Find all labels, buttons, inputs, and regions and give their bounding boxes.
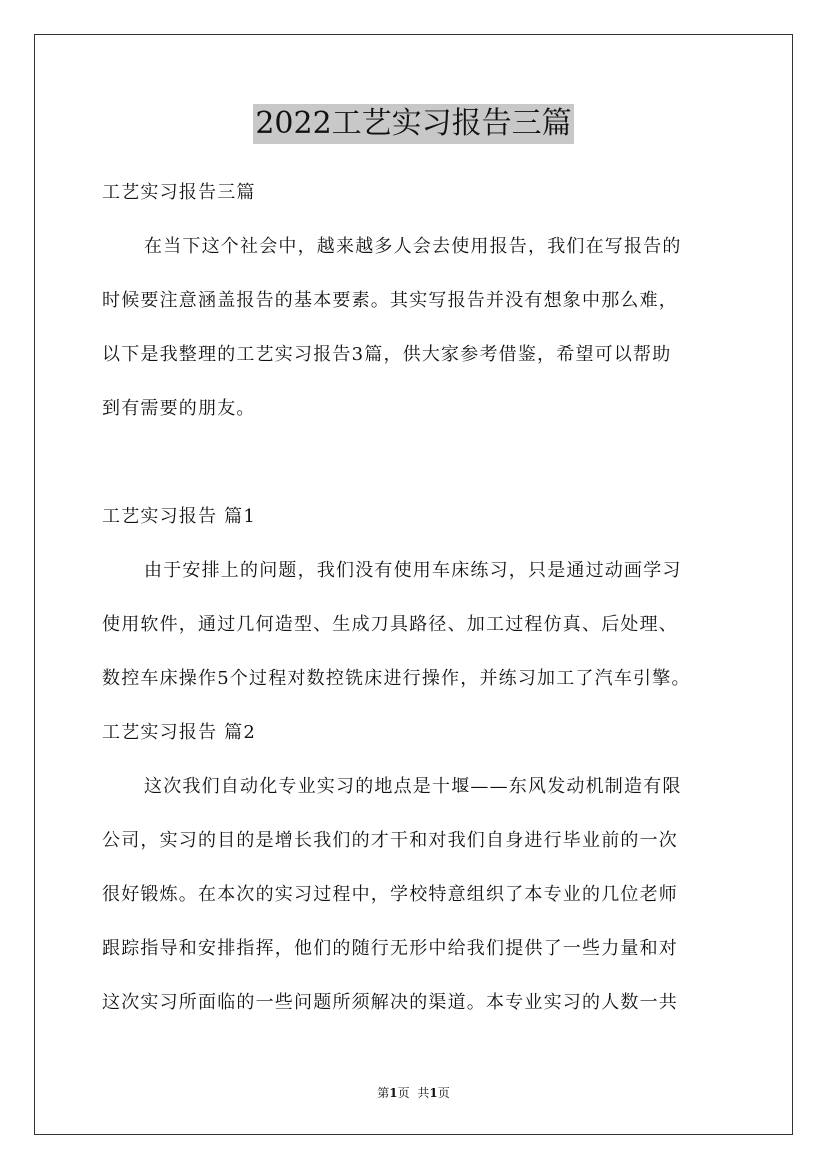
body-line: 这次我们自动化专业实习的地点是十堰——东风发动机制造有限 <box>144 776 682 797</box>
footer-total-prefix: 共 <box>417 1086 430 1100</box>
body-line: 由于安排上的问题，我们没有使用车床练习，只是通过动画学习 <box>144 560 682 581</box>
body-line: 时候要注意涵盖报告的基本要素。其实写报告并没有想象中那么难， <box>102 290 678 311</box>
document-body <box>102 170 742 1034</box>
body-line: 公司，实习的目的是增长我们的才干和对我们自身进行毕业前的一次 <box>102 830 678 851</box>
body-line: 以下是我整理的工艺实习报告3篇，供大家参考借鉴，希望可以帮助 <box>102 344 672 365</box>
blank-line <box>102 440 742 494</box>
footer-page-suffix: 页 <box>397 1086 410 1100</box>
document-title: 2022工艺实习报告三篇 <box>253 104 573 144</box>
footer-total-pages: 1 <box>429 1086 438 1100</box>
body-line: 数控车床操作5个过程对数控铣床进行操作，并练习加工了汽车引擎。 <box>102 668 691 689</box>
body-line: 使用软件，通过几何造型、生成刀具路径、加工过程仿真、后处理、 <box>102 614 678 635</box>
body-line: 工艺实习报告三篇 <box>102 182 256 203</box>
body-line: 到有需要的朋友。 <box>102 398 256 419</box>
body-line: 在当下这个社会中，越来越多人会去使用报告，我们在写报告的 <box>144 236 682 257</box>
footer-page-number: 1 <box>389 1086 398 1100</box>
body-line: 很好锻炼。在本次的实习过程中，学校特意组织了本专业的几位老师 <box>102 884 678 905</box>
body-line: 这次实习所面临的一些问题所须解决的渠道。本专业实习的人数一共 <box>102 992 678 1013</box>
footer-prefix: 第 <box>377 1086 390 1100</box>
section-heading: 工艺实习报告 篇2 <box>102 722 256 743</box>
footer-total-suffix: 页 <box>437 1086 450 1100</box>
section-heading: 工艺实习报告 篇1 <box>102 506 256 527</box>
body-line: 跟踪指导和安排指挥，他们的随行无形中给我们提供了一些力量和对 <box>102 938 678 959</box>
page-footer <box>0 1085 827 1101</box>
title-container <box>0 104 827 144</box>
